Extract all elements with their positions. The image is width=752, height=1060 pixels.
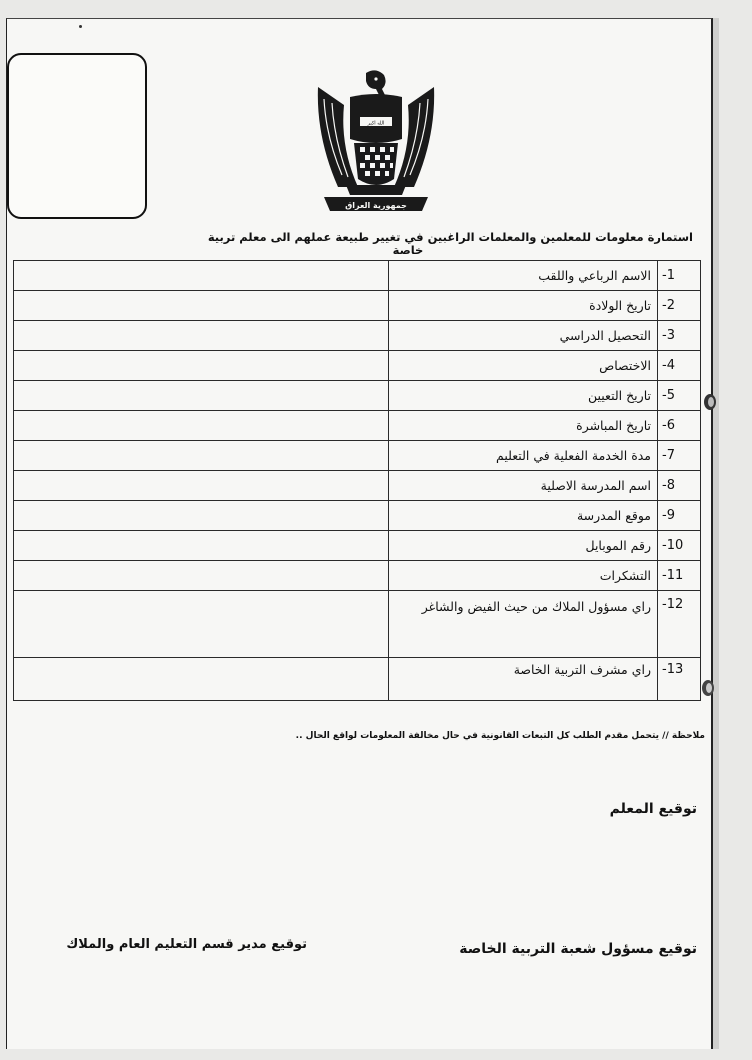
legal-note: ملاحظة // يتحمل مقدم الطلب كل التبعات القانونية في حال مخالفة المعلومات لواقع الحال .. — [295, 731, 705, 741]
table-row — [14, 381, 701, 411]
row-number: -9 — [658, 501, 701, 531]
table-row — [14, 351, 701, 381]
form-page — [6, 18, 713, 1049]
row-label: الاختصاص — [389, 351, 658, 381]
iraq-emblem-icon — [310, 67, 442, 217]
binder-clip-icon — [700, 678, 716, 698]
row-value-field[interactable] — [14, 261, 389, 291]
row-label: الاسم الرباعي واللقب — [389, 261, 658, 291]
table-row — [14, 531, 701, 561]
form-title-line1: استمارة معلومات للمعلمين والمعلمات الراغبين في تغيير طبيعة عملهم الى معلم تربية — [207, 230, 693, 244]
row-number: -5 — [658, 381, 701, 411]
photo-box — [7, 53, 147, 219]
row-number: -13 — [658, 658, 701, 701]
row-value-field[interactable] — [14, 291, 389, 321]
binder-clip-icon — [702, 392, 718, 412]
teacher-signature-label: توقيع المعلم — [609, 801, 697, 817]
row-number: -11 — [658, 561, 701, 591]
row-label: تاريخ التعيين — [389, 381, 658, 411]
row-number: -3 — [658, 321, 701, 351]
row-value-field[interactable] — [14, 351, 389, 381]
row-value-field[interactable] — [14, 411, 389, 441]
row-value-field[interactable] — [14, 561, 389, 591]
page-dot — [79, 25, 82, 28]
row-number: -12 — [658, 591, 701, 658]
row-value-field[interactable] — [14, 501, 389, 531]
table-row — [14, 261, 701, 291]
table-row — [14, 411, 701, 441]
row-value-field[interactable] — [14, 381, 389, 411]
special-ed-signature-label: توقيع مسؤول شعبة التربية الخاصة — [459, 941, 697, 957]
info-table — [13, 260, 701, 701]
row-label: موقع المدرسة — [389, 501, 658, 531]
director-signature-label: توقيع مدير قسم التعليم العام والملاك — [66, 937, 307, 952]
table-row — [14, 591, 701, 658]
table-row — [14, 441, 701, 471]
row-number: -1 — [658, 261, 701, 291]
form-title — [103, 231, 693, 257]
table-row — [14, 471, 701, 501]
table-row — [14, 501, 701, 531]
row-label: راي مسؤول الملاك من حيث الفيض والشاغر — [389, 591, 658, 658]
row-label: تاريخ المباشرة — [389, 411, 658, 441]
row-value-field[interactable] — [14, 321, 389, 351]
emblem-star-text: الله اكبر — [367, 120, 385, 127]
table-row — [14, 561, 701, 591]
row-value-field[interactable] — [14, 471, 389, 501]
row-label: تاريخ الولادة — [389, 291, 658, 321]
table-row — [14, 658, 701, 701]
row-label: راي مشرف التربية الخاصة — [389, 658, 658, 701]
row-value-field[interactable] — [14, 531, 389, 561]
row-number: -2 — [658, 291, 701, 321]
row-number: -4 — [658, 351, 701, 381]
row-label: اسم المدرسة الاصلية — [389, 471, 658, 501]
form-title-line2: خاصة — [392, 243, 424, 257]
table-row — [14, 321, 701, 351]
row-number: -10 — [658, 531, 701, 561]
row-label: مدة الخدمة الفعلية في التعليم — [389, 441, 658, 471]
row-label: رقم الموبايل — [389, 531, 658, 561]
row-number: -7 — [658, 441, 701, 471]
row-value-field[interactable] — [14, 658, 389, 701]
table-row — [14, 291, 701, 321]
emblem-banner-text: جمهورية العراق — [345, 201, 407, 210]
row-label: التحصيل الدراسي — [389, 321, 658, 351]
row-number: -6 — [658, 411, 701, 441]
row-number: -8 — [658, 471, 701, 501]
row-value-field[interactable] — [14, 591, 389, 658]
row-value-field[interactable] — [14, 441, 389, 471]
row-label: التشكرات — [389, 561, 658, 591]
